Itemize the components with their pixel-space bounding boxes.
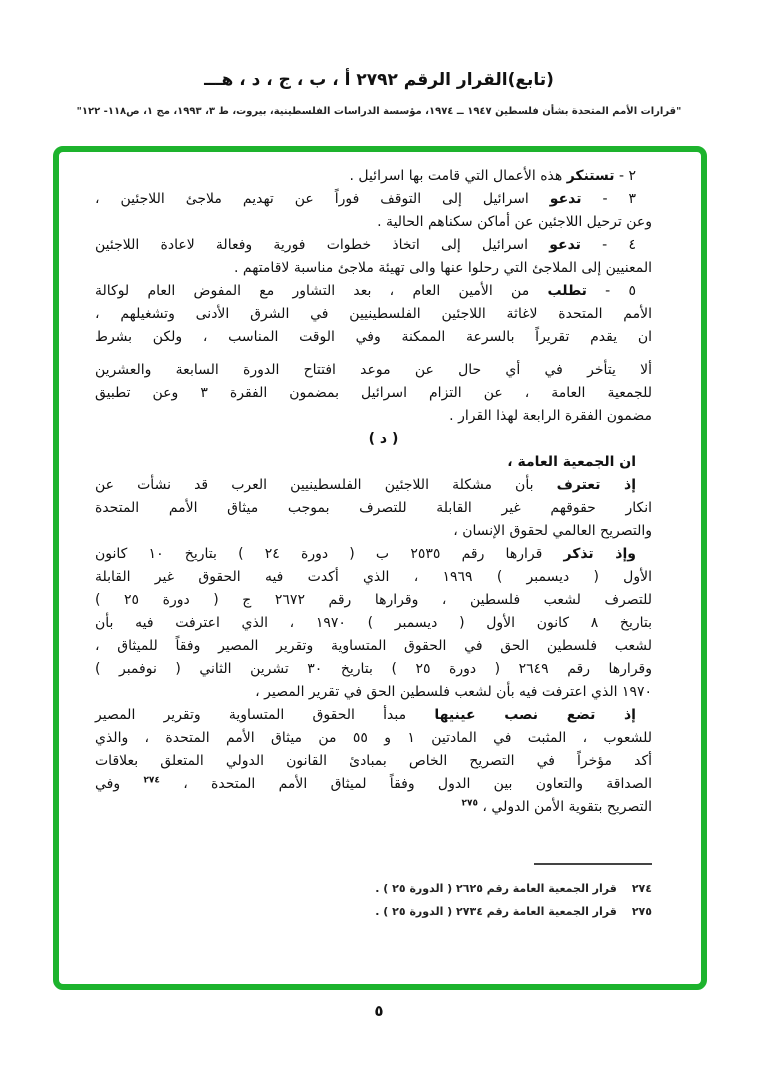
text-segment: لشعب فلسطين الحق في الحقوق المتساوية وتقرير المصير وفقاً للميثاق ، bbox=[95, 638, 652, 654]
footnote-number: ٢٧٤ bbox=[631, 882, 652, 895]
text-segment: ٢ - bbox=[614, 168, 636, 184]
text-segment: المعنيين إلى الملاجئ التي رحلوا عنها والى تهيئة ملاجئ مناسبة لاقامتهم . bbox=[234, 260, 652, 276]
bold-phrase: إذ تعترف bbox=[556, 477, 636, 493]
text-segment: قرارها رقم ٢٥٣٥ ب ( دورة ٢٤ ) بتاريخ ١٠ كانون bbox=[95, 546, 564, 562]
text-line bbox=[95, 681, 652, 704]
text-line bbox=[95, 303, 652, 326]
resolution-green-frame bbox=[53, 146, 707, 990]
bold-phrase: تطلب bbox=[547, 283, 587, 299]
text-line bbox=[95, 589, 652, 612]
header-title: (تابع)القرار الرقم ٢٧٩٢ أ ، ب ، ج ، د ، هـــ bbox=[204, 70, 554, 90]
text-segment: الأمم المتحدة لاغاثة اللاجئين الفلسطينيين في الشرق الأدنى وتشغيلهم ، bbox=[95, 306, 652, 322]
text-segment: أكد مؤخراً في التصريح الخاص بمبادئ القانون الدولي المتعلق بعلاقات bbox=[95, 753, 652, 769]
text-segment: اسرائيل إلى التوقف فوراً عن تهديم ملاجئ اللاجئين ، bbox=[95, 191, 550, 207]
text-segment: هذه الأعمال التي قامت بها اسرائيل . bbox=[349, 168, 567, 184]
text-line bbox=[95, 727, 652, 750]
text-line bbox=[95, 165, 652, 188]
footnote-reference: ٢٧٤ bbox=[143, 775, 160, 786]
text-segment: الأول ( ديسمبر ) ١٩٦٩ ، الذي أكدت فيه الحقوق غير القابلة bbox=[95, 569, 652, 585]
text-segment: ألا يتأخر في أي حال عن موعد افتتاح الدورة السابعة والعشرين bbox=[95, 362, 652, 378]
text-line bbox=[95, 474, 652, 497]
text-segment: والتصريح العالمي لحقوق الإنسان ، bbox=[453, 523, 652, 539]
text-segment: مبدأ الحقوق المتساوية وتقرير المصير bbox=[95, 707, 435, 723]
text-line bbox=[95, 796, 652, 819]
text-line bbox=[95, 326, 652, 349]
text-segment: بأن مشكلة اللاجئين الفلسطينيين العرب قد نشأت عن bbox=[95, 477, 557, 493]
bold-phrase: إذ تضع نصب عينيها bbox=[434, 707, 636, 723]
text-segment: ان يقدم تقريراً بالسرعة الممكنة وفي الوقت المناسب ، ولكن بشرط bbox=[95, 329, 652, 345]
footnote-row bbox=[95, 900, 652, 923]
bold-phrase: وإذ تذكر bbox=[563, 546, 636, 562]
text-segment: وفي bbox=[95, 776, 144, 792]
text-segment: بتاريخ ٨ كانون الأول ( ديسمبر ) ١٩٧٠ ، الذي اعترفت فيه بأن bbox=[95, 615, 653, 631]
bold-phrase: ( د ) bbox=[368, 431, 399, 447]
section-heading bbox=[95, 428, 652, 451]
footnote-text: قرار الجمعية العامة رقم ٢٧٣٤ ( الدورة ٢٥ ) . bbox=[375, 905, 617, 918]
bold-phrase: تستنكر bbox=[566, 168, 615, 184]
header-source-citation: "قرارات الأمم المتحدة بشأن فلسطين ١٩٤٧ ــ ١٩٧٤، مؤسسة الدراسات الفلسطينية، بيروت، ط ٣، ١٩٩٣، مج ١، ص١١٨- ١٢٢" bbox=[76, 106, 682, 117]
text-line bbox=[95, 382, 652, 405]
text-segment: انكار حقوقهم غير القابلة للتصرف بموجب ميثاق الأمم المتحدة bbox=[95, 500, 652, 516]
text-line bbox=[95, 257, 652, 280]
footnote-separator bbox=[534, 863, 652, 865]
footnote-reference: ٢٧٥ bbox=[461, 798, 478, 809]
text-line bbox=[95, 520, 652, 543]
text-line bbox=[95, 658, 652, 681]
text-segment: مضمون الفقرة الرابعة لهذا القرار . bbox=[449, 408, 652, 424]
bold-phrase: ان الجمعية العامة ، bbox=[507, 454, 636, 470]
text-line bbox=[95, 543, 652, 566]
text-line bbox=[95, 188, 652, 211]
text-line bbox=[95, 612, 652, 635]
footnote-text: قرار الجمعية العامة رقم ٢٦٢٥ ( الدورة ٢٥ ) . bbox=[375, 882, 617, 895]
footnote-number: ٢٧٥ bbox=[631, 905, 652, 918]
text-segment: ٣ - bbox=[581, 191, 637, 207]
text-segment: ٤ - bbox=[580, 237, 637, 253]
text-segment: الصداقة والتعاون بين الدول وفقاً لميثاق الأمم المتحدة ، bbox=[159, 776, 652, 792]
text-line bbox=[95, 704, 652, 727]
text-line bbox=[95, 451, 652, 474]
text-line bbox=[95, 566, 652, 589]
bold-phrase: تدعو bbox=[549, 237, 581, 253]
text-segment: للشعوب ، المثبت في المادتين ١ و ٥٥ من ميثاق الأمم المتحدة ، والذي bbox=[95, 730, 652, 746]
text-segment: من الأمين العام ، بعد التشاور مع المفوض العام لوكالة bbox=[95, 283, 548, 299]
text-line bbox=[95, 405, 652, 428]
text-segment: التصريح بتقوية الأمن الدولي ، bbox=[477, 799, 652, 815]
text-segment: ٥ - bbox=[586, 283, 636, 299]
text-line bbox=[95, 750, 652, 773]
text-line bbox=[95, 773, 652, 796]
text-line bbox=[95, 359, 652, 382]
footnote-row bbox=[95, 877, 652, 900]
text-segment: للتصرف لشعب فلسطين ، وقرارها رقم ٢٦٧٢ ج ( دورة ٢٥ ) bbox=[95, 592, 652, 608]
text-line bbox=[95, 497, 652, 520]
text-segment: للجمعية العامة ، عن التزام اسرائيل بمضمون الفقرة ٣ وعن تطبيق bbox=[95, 385, 652, 401]
text-segment: اسرائيل إلى اتخاذ خطوات فورية وفعالة لاعادة اللاجئين bbox=[95, 237, 550, 253]
footnote-list bbox=[95, 863, 652, 923]
text-line bbox=[95, 234, 652, 257]
text-line bbox=[95, 280, 652, 303]
bold-phrase: تدعو bbox=[549, 191, 582, 207]
text-segment: وعن ترحيل اللاجئين عن أماكن سكناهم الحالية . bbox=[377, 214, 652, 230]
page-number: ٥ bbox=[374, 1002, 384, 1020]
resolution-text bbox=[95, 165, 652, 923]
text-segment: وقرارها رقم ٢٦٤٩ ( دورة ٢٥ ) بتاريخ ٣٠ تشرين الثاني ( نوفمبر ) bbox=[95, 661, 652, 677]
text-line bbox=[95, 211, 652, 234]
text-segment: ١٩٧٠ الذي اعترفت فيه بأن لشعب فلسطين الحق في تقرير المصير ، bbox=[255, 684, 652, 700]
text-line bbox=[95, 635, 652, 658]
